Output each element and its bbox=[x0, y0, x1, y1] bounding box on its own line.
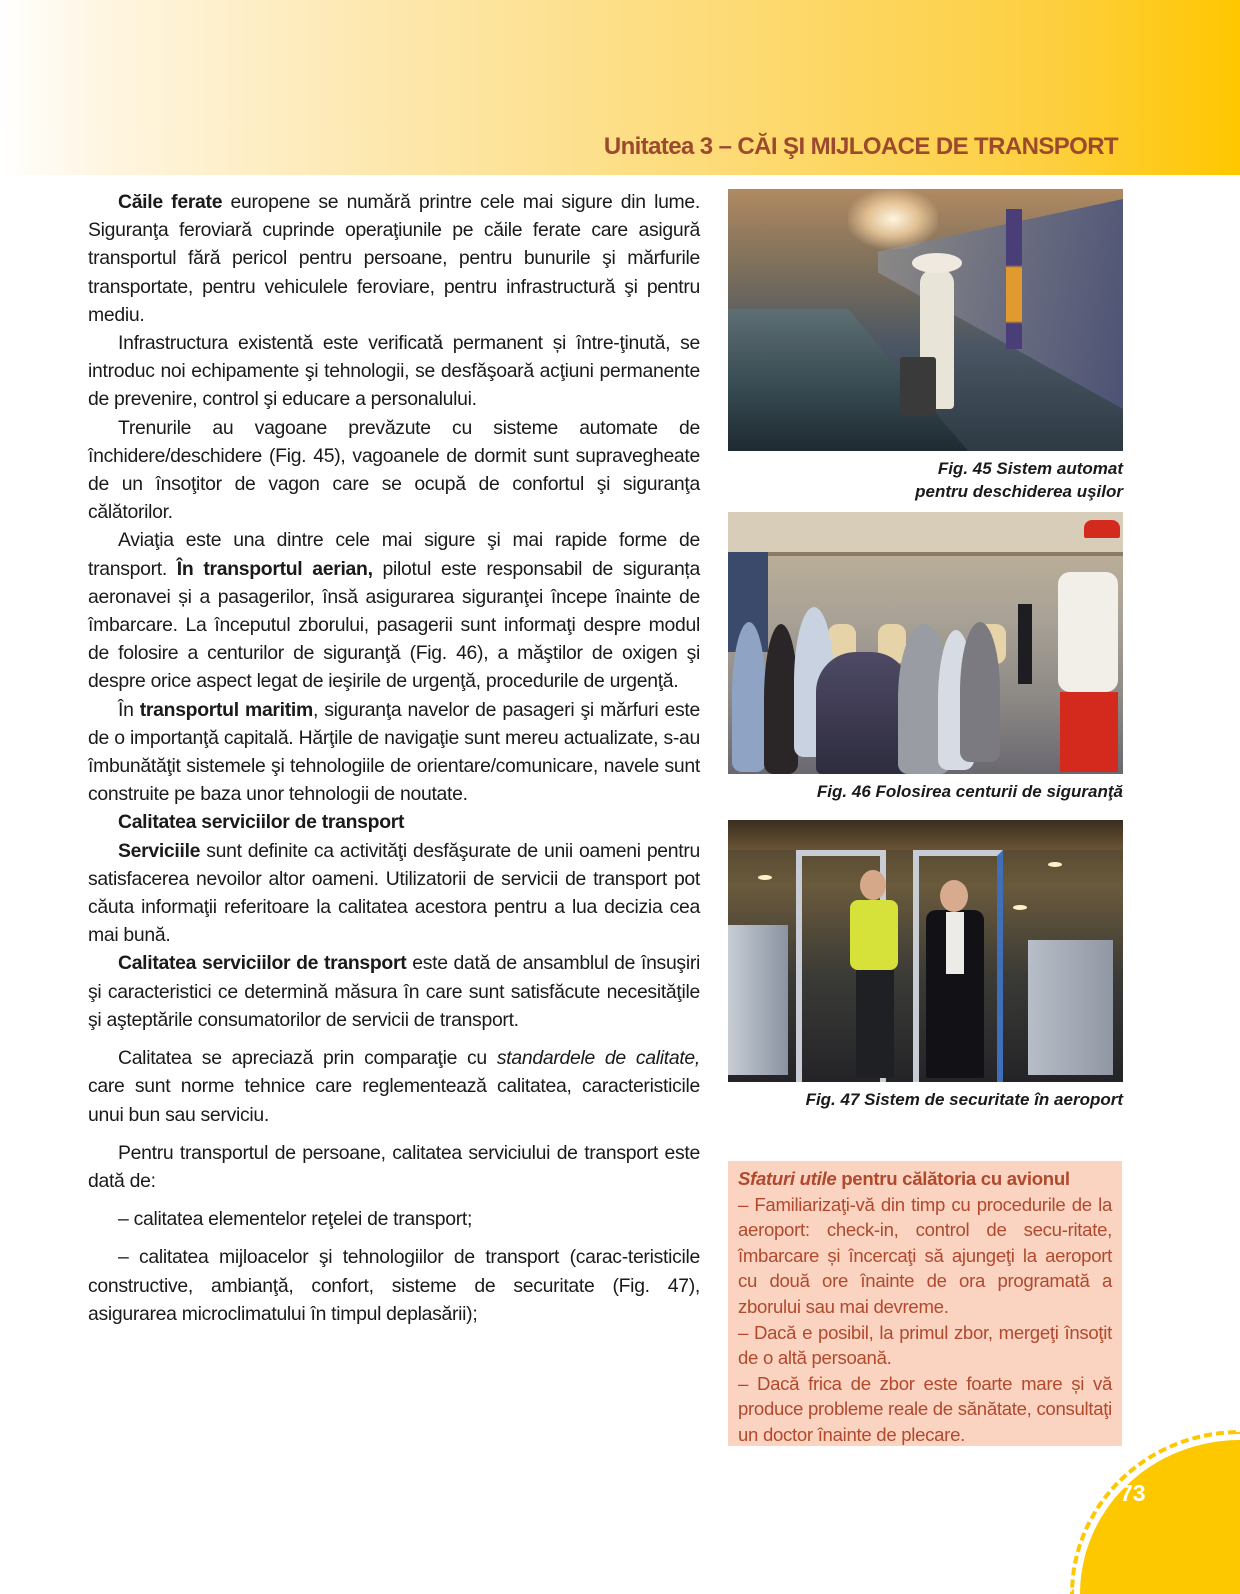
ceiling-light bbox=[1048, 862, 1062, 867]
security-guard-head bbox=[860, 870, 886, 900]
paragraph-infrastructure: Infrastructura existentă este verificată permanent și între-ţinută, se introduc noi echipamente şi tehnologii, se desfăşoară acţiuni permanente de prevenire, control şi educare a personalului. bbox=[88, 332, 700, 411]
term-railways: Căile ferate bbox=[118, 191, 223, 213]
section-subheading: Calitatea serviciilor de transport bbox=[118, 811, 405, 834]
passenger-shirt bbox=[946, 912, 964, 974]
security-guard-legs bbox=[856, 970, 894, 1078]
ceiling-light bbox=[1013, 905, 1027, 910]
paragraph-aviation: Aviaţia este una dintre cele mai sigure şi mai rapide forme de transport. În transportul aerian, pilotul este responsabil de siguranța aeronavei și a pasagerilor, însă asigurarea siguranţei începe înainte de îmbarcare. La începutul zborului, pasagerii sunt informaţi despre modul de folosire a centurilor de siguranţă (Fig. 46), a măştilor de oxigen şi despre orice aspect legat de ieşirile de urgenţă, procedurile de urgenţă. bbox=[88, 529, 700, 693]
paragraph-trains: Trenurile au vagoane prevăzute cu sisteme automate de închidere/deschidere (Fig. 45), vagoanele de dormit sunt supravegheate de un însoţitor de vagon care se ocupă de confortul şi siguranţa călătorilor. bbox=[88, 416, 700, 524]
unit-title: Unitatea 3 – CĂI ŞI MIJLOACE DE TRANSPORT bbox=[603, 133, 1118, 160]
page-number: 73 bbox=[1120, 1480, 1146, 1506]
paragraph-railways: Căile ferate europene se numără printre cele mai sigure din lume. Siguranţa feroviară cuprinde operaţiunile pe căile ferate care asigură transportul fără pericol pentru persoane, pentru bunurile şi mărfurile transportate, pentru vehiculele feroviare, pentru infrastructură şi pentru mediu. bbox=[88, 191, 700, 326]
passenger bbox=[732, 622, 766, 772]
paragraph-passenger-transport: Pentru transportul de persoane, calitatea serviciului de transport este dată de: bbox=[88, 1141, 700, 1192]
ceiling-light bbox=[758, 875, 772, 880]
tip-item: – Dacă e posibil, la primul zbor, mergeţi însoţit de o altă persoană. bbox=[738, 1321, 1112, 1369]
passenger bbox=[960, 622, 1000, 762]
traveler-hat bbox=[912, 253, 962, 273]
tips-box bbox=[728, 1161, 1122, 1446]
figure-45 bbox=[728, 189, 1123, 503]
airport-security-photo bbox=[728, 820, 1123, 1082]
xray-scanner bbox=[1028, 940, 1113, 1075]
figure-46 bbox=[728, 512, 1123, 803]
paragraph-maritime: În transportul maritim, siguranţa navelor de pasageri şi mărfuri este de o importanţă capitală. Hărţile de navigaţie sunt mereu actualizate, s-au îmbunătăţit sistemele şi tehnologiile de orientare/comunicare, navele sunt construite pe baza unor tehnologii de noutate. bbox=[88, 698, 700, 806]
paragraph-service-quality: Calitatea serviciilor de transport este dată de ansamblul de însuşiri şi caracteristici ce determină măsura în care sunt satisfăcute necesităţile şi aşteptările consumatorilor de servicii de transport. bbox=[88, 952, 701, 1031]
figure-caption: Fig. 47 Sistem de securitate în aeroport bbox=[805, 1090, 1123, 1109]
tips-title: Sfaturi utile pentru călătoria cu avionul bbox=[738, 1168, 1070, 1189]
figure-47 bbox=[728, 820, 1123, 1111]
main-text-column bbox=[88, 188, 700, 1328]
station-light bbox=[848, 189, 938, 249]
term-service-quality: Calitatea serviciilor de transport bbox=[118, 952, 407, 975]
passenger-head bbox=[940, 880, 968, 912]
cabin-seat bbox=[816, 652, 911, 774]
figure-caption: Fig. 45 Sistem automat pentru deschiderea uşilor bbox=[915, 459, 1123, 501]
term-services: Serviciile bbox=[118, 839, 201, 862]
list-item: – calitatea elementelor reţelei de transport; bbox=[118, 1208, 473, 1231]
flight-attendant-skirt bbox=[1060, 692, 1118, 772]
term-maritime-transport: transportul maritim bbox=[139, 698, 313, 721]
paragraph-standards: Calitatea se apreciază prin comparaţie cu standardele de calitate, care sunt norme tehnice care reglementează calitatea, caracteristicile unui bun sau serviciu. bbox=[88, 1047, 700, 1126]
overhead-bin bbox=[728, 512, 1123, 556]
flight-attendant bbox=[1058, 572, 1118, 692]
tip-item: – Familiarizaţi-vă din timp cu procedurile de la aeroport: check-in, control de secu-ritate, îmbarcare și încercaţi să ajungeţi la aeroport cu două ore înainte de ora programată a zborului sau mai devreme. bbox=[738, 1193, 1112, 1317]
train-platform-photo bbox=[728, 189, 1123, 451]
flight-attendant-hat bbox=[1084, 520, 1120, 538]
term-air-transport: În transportul aerian, bbox=[176, 557, 373, 580]
seat-belt bbox=[1018, 604, 1032, 684]
page-corner-decoration bbox=[1080, 1440, 1240, 1594]
security-guard-vest bbox=[850, 900, 898, 970]
airplane-cabin-photo bbox=[728, 512, 1123, 774]
passenger bbox=[764, 624, 798, 774]
tip-item: – Dacă frica de zbor este foarte mare și vă produce probleme reale de sănătate, consultaţi un doctor înainte de plecare. bbox=[738, 1372, 1112, 1445]
term-quality-standards: standardele de calitate, bbox=[496, 1047, 700, 1070]
figure-caption: Fig. 46 Folosirea centurii de siguranţă bbox=[816, 782, 1123, 801]
xray-scanner bbox=[728, 925, 788, 1075]
list-item: – calitatea mijloacelor şi tehnologiilor de transport (carac-teristicile constructive, ambianţă, confort, sisteme de securitate (Fig. 47), asigurarea microclimatului în timpul deplasării); bbox=[88, 1246, 700, 1325]
suitcase bbox=[900, 357, 936, 415]
train-door-stripe bbox=[1006, 209, 1022, 349]
terminal-ceiling bbox=[728, 820, 1123, 850]
paragraph-services: Serviciile sunt definite ca activităţi desfăşurate de unii oameni pentru satisfacerea nevoilor altor oameni. Utilizatorii de servicii de transport pot căuta informaţii referitoare la calitatea acestora pentru a lua decizia cea mai bună. bbox=[88, 839, 700, 947]
